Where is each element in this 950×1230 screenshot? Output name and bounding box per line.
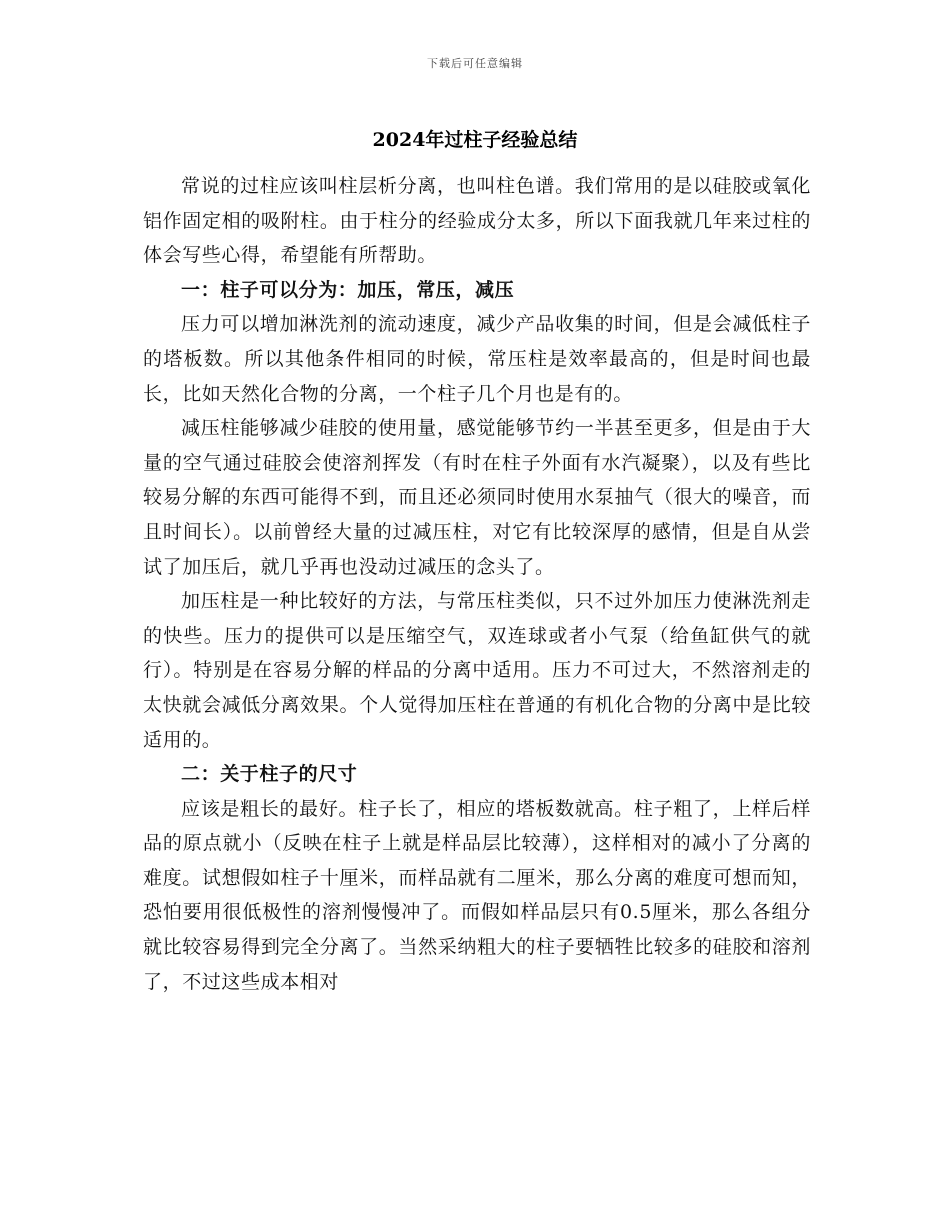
intro-paragraph: 常说的过柱应该叫柱层析分离，也叫柱色谱。我们常用的是以硅胶或氧化铝作固定相的吸附柱。由于柱分的经验成分太多，所以下面我就几年来过柱的体会写些心得，希望能有所帮助。 <box>143 175 811 267</box>
page-header-watermark: 下载后可任意编辑 <box>427 57 523 70</box>
section-2-paragraph-1: 应该是粗长的最好。柱子长了，相应的塔板数就高。柱子粗了，上样后样品的原点就小（反映在柱子上就是样品层比较薄），这样相对的减小了分离的难度。试想假如柱子十厘米，而样品就有二厘米，那么分离的难度可想而知，恐怕要用很低极性的溶剂慢慢冲了。而假如样品层只有0.5厘米，那么各组分就比较容易得到完全分离了。当然采纳粗大的柱子要牺牲比较多的硅胶和溶剂了，不过这些成本相对 <box>143 797 811 993</box>
section-1-paragraph-3: 加压柱是一种比较好的方法，与常压柱类似，只不过外加压力使淋洗剂走的快些。压力的提供可以是压缩空气，双连球或者小气泵（给鱼缸供气的就行）。特别是在容易分解的样品的分离中适用。压力不可过大，不然溶剂走的太快就会减低分离效果。个人觉得加压柱在普通的有机化合物的分离中是比较适用的。 <box>143 590 811 751</box>
document-title: 2024年过柱子经验总结 <box>372 129 578 151</box>
section-2-heading: 二：关于柱子的尺寸 <box>181 763 358 786</box>
section-1-heading: 一：柱子可以分为：加压，常压，减压 <box>181 278 515 301</box>
document-body <box>143 169 811 999</box>
section-1-paragraph-2: 减压柱能够减少硅胶的使用量，感觉能够节约一半甚至更多，但是由于大量的空气通过硅胶会使溶剂挥发（有时在柱子外面有水汽凝聚），以及有些比较易分解的东西可能得不到，而且还必须同时使用水泵抽气（很大的噪音，而且时间长）。以前曾经大量的过减压柱，对它有比较深厚的感情，但是自从尝试了加压后，就几乎再也没动过减压的念头了。 <box>143 417 811 578</box>
section-1-paragraph-1: 压力可以增加淋洗剂的流动速度，减少产品收集的时间，但是会减低柱子的塔板数。所以其他条件相同的时候，常压柱是效率最高的，但是时间也最长，比如天然化合物的分离，一个柱子几个月也是有的。 <box>143 313 811 405</box>
